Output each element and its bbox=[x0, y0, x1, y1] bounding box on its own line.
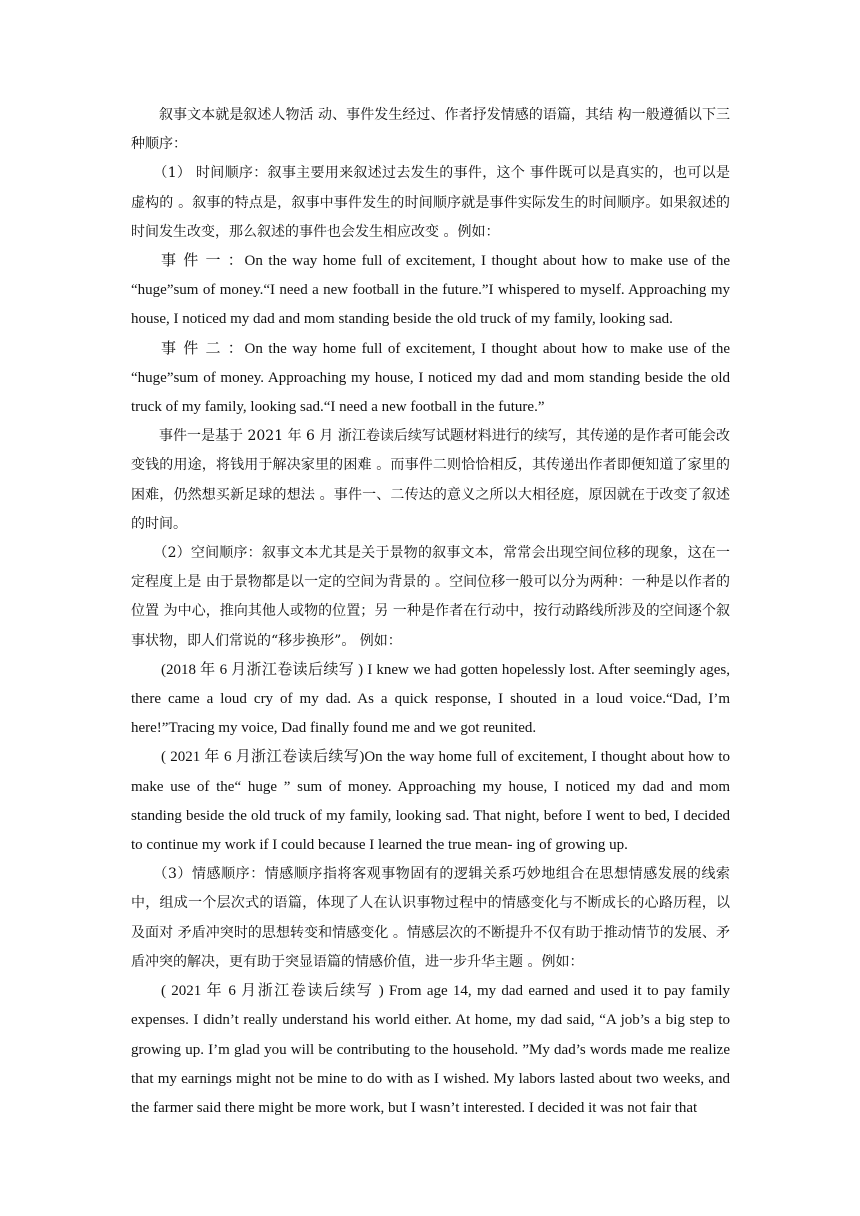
example-2021-b: ( 2021 年 6 月浙江卷读后续写 ) From age 14, my dad earned and used it to pay family expenses. I didn’t really understand his world either. At home, my dad said, “A job’s a big step to growing up. I’m glad you will be contributing to the household. ”My dad’s words made me realize that my earnings might not be mine to do with as I wished. My labors lasted about two weeks, and the farmer said there might be more work, but I wasn’t interested. I decided it was not fair that bbox=[131, 983, 730, 1116]
intro-paragraph: 叙事文本就是叙述人物活 动、事件发生经过、作者抒发情感的语篇，其结 构一般遵循以下三种顺序： bbox=[131, 107, 730, 153]
example-2018: (2018 年 6 月浙江卷读后续写 ) I knew we had gotten hopelessly lost. After seemingly ages, there came a loud cry of my dad. As a quick response, I shouted in a loud voice.“Dad, I’m here!”Tracing my voice, Dad finally found me and we got reunited. bbox=[131, 661, 730, 737]
section-space-order: （2）空间顺序：叙事文本尤其是关于景物的叙事文本，常常会出现空间位移的现象，这在一定程度上是 由于景物都是以一定的空间为背景的 。空间位移一般可以分为两种：一种是以作者的位置 为中心，推向其他人或物的位置；另 一种是作者在行动中，按行动路线所涉及的空间逐个叙事状物，即人们常说的“移步换形”。 例如： bbox=[131, 545, 730, 649]
section-emotion-order: （3）情感顺序：情感顺序指将客观事物固有的逻辑关系巧妙地组合在思想情感发展的线索中，组成一个层次式的语篇，体现了人在认识事物过程中的情感变化与不断成长的心路历程，以及面对 矛盾冲突时的思想转变和情感变化 。情感层次的不断提升不仅有助于推动情节的发展、矛盾冲突的解决，更有助于突显语篇的情感价值，进一步升华主题 。例如： bbox=[131, 866, 730, 970]
example-event-one: 事 件 一 ：On the way home full of excitement, I thought about how to make use of the “huge”sum of money.“I need a new football in the future.”I whispered to myself. Approaching my house, I noticed my dad and mom standing beside the old truck of my family, looking sad. bbox=[131, 253, 730, 328]
example-2021-a: ( 2021 年 6 月浙江卷读后续写)On the way home full of excitement, I thought about how to make use of the“ huge ” sum of money. Approaching my house, I noticed my dad and mom standing beside the old truck of my family, looking sad. That night, before I went to bed, I decided to continue my work if I could because I learned the true mean- ing of growing up. bbox=[131, 749, 730, 854]
event-comparison-paragraph: 事件一是基于 2021 年 6 月 浙江卷读后续写试题材料进行的续写，其传递的是作者可能会改变钱的用途，将钱用于解决家里的困难 。而事件二则恰恰相反，其传递出作者即便知道了家里的困难，仍然想买新足球的想法 。事件一、二传达的意义之所以大相径庭，原因就在于改变了叙述的时间。 bbox=[131, 428, 730, 532]
section-time-order: （1） 时间顺序：叙事主要用来叙述过去发生的事件，这个 事件既可以是真实的，也可以是虚构的 。叙事的特点是，叙事中事件发生的时间顺序就是事件实际发生的时间顺序。如果叙述的时间发生改变，那么叙述的事件也会发生相应改变 。例如： bbox=[131, 165, 730, 240]
document-body bbox=[131, 101, 730, 1123]
example-event-two: 事 件 二 ：On the way home full of excitement, I thought about how to make use of the “huge”sum of money. Approaching my house, I noticed my dad and mom standing beside the old truck of my family, looking sad.“I need a new football in the future.” bbox=[131, 340, 730, 416]
